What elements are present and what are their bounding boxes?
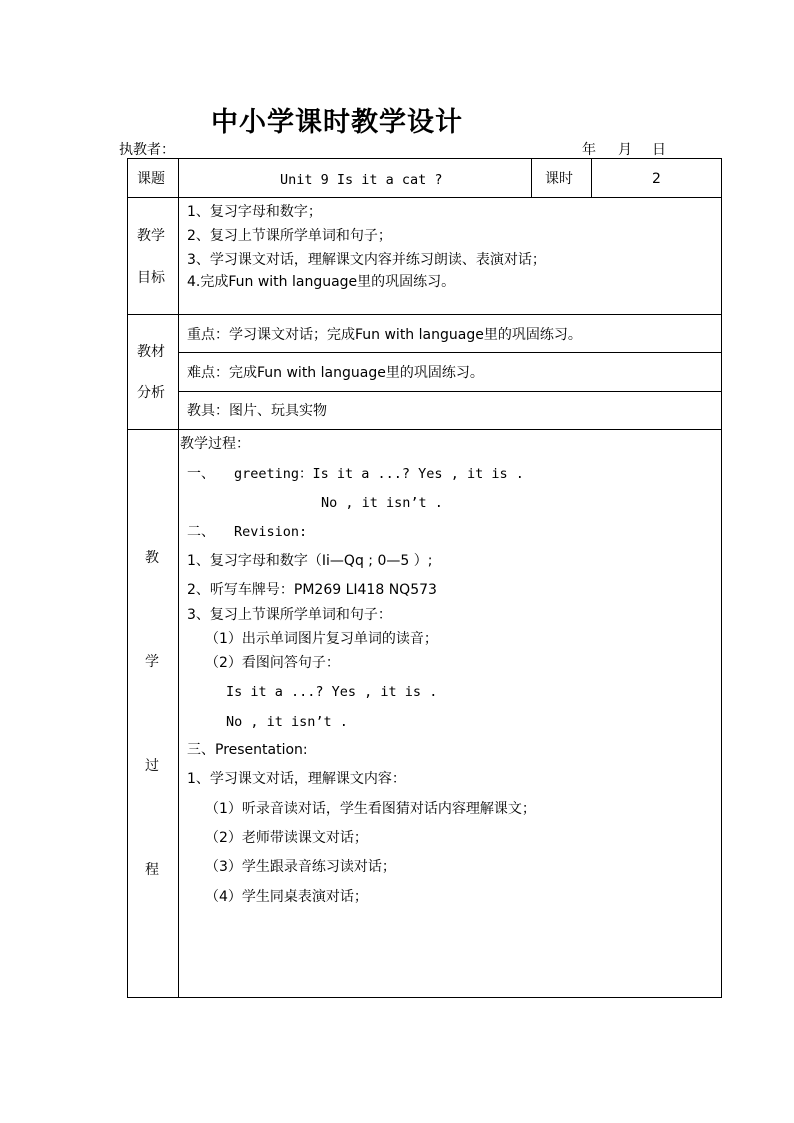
process-label-char: 过 — [145, 758, 159, 774]
step1-text: greeting：Is it a ...? Yes , it is . — [234, 466, 524, 482]
step2-text: Revision: — [234, 524, 308, 540]
key-points-text: 重点：学习课文对话；完成Fun with language里的巩固练习。 — [187, 327, 582, 343]
analysis-label-line2: 分析 — [137, 385, 165, 401]
step2-item: （2）看图问答句子： — [205, 655, 340, 671]
step3-item: （2）老师带读课文对话； — [205, 830, 368, 846]
date-month-label: 月 — [618, 142, 632, 158]
date-year-label: 年 — [582, 142, 596, 158]
document-title: 中小学课时教学设计 — [211, 107, 463, 138]
topic-label: 课题 — [137, 171, 165, 187]
row-divider-key-points — [179, 352, 722, 353]
period-value: 2 — [652, 171, 661, 187]
row-divider-analysis — [127, 429, 722, 430]
topic-value: Unit 9 Is it a cat ? — [280, 172, 443, 188]
label-column-divider — [178, 158, 179, 998]
objective-item: 2、复习上节课所学单词和句子； — [187, 228, 392, 244]
objectives-label-line1: 教学 — [137, 228, 165, 244]
step2-item: 2、听写车牌号：PM269 LI418 NQ573 — [187, 582, 437, 598]
objectives-label-line2: 目标 — [137, 270, 165, 286]
objective-item: 1、复习字母和数字； — [187, 204, 322, 220]
period-column-divider — [591, 158, 592, 198]
materials-text: 教具：图片、玩具实物 — [187, 403, 327, 419]
step3-heading: 三、Presentation: — [187, 742, 308, 758]
step1-number: 一、 — [187, 466, 215, 482]
process-heading: 教学过程： — [180, 436, 250, 452]
row-divider-topic — [127, 197, 722, 198]
step2-item: 3、复习上节课所学单词和句子： — [187, 607, 392, 623]
row-divider-difficulties — [179, 391, 722, 392]
objective-item: 3、学习课文对话，理解课文内容并练习朗读、表演对话； — [187, 252, 546, 268]
row-divider-objectives — [127, 314, 722, 315]
date-day-label: 日 — [652, 142, 666, 158]
process-label-char: 学 — [145, 654, 159, 670]
step3-item: （3）学生跟录音练习读对话； — [205, 859, 396, 875]
analysis-label-line1: 教材 — [137, 344, 165, 360]
period-label: 课时 — [545, 171, 573, 187]
step3-item: （4）学生同桌表演对话； — [205, 889, 368, 905]
step2-number: 二、 — [187, 524, 215, 540]
teacher-label: 执教者： — [119, 142, 175, 158]
step3-item: （1）听录音读对话，学生看图猜对话内容理解课文； — [205, 801, 536, 817]
topic-column-divider — [531, 158, 532, 198]
step2-item: No , it isn’t . — [226, 714, 348, 730]
process-label-char: 教 — [145, 550, 159, 566]
process-label-char: 程 — [145, 862, 159, 878]
step2-item: （1）出示单词图片复习单词的读音； — [205, 631, 438, 647]
step2-item: Is it a ...? Yes , it is . — [226, 684, 438, 700]
step3-item: 1、学习课文对话，理解课文内容： — [187, 771, 406, 787]
objective-item: 4.完成Fun with language里的巩固练习。 — [187, 274, 456, 290]
step2-item: 1、复习字母和数字（Ii—Qq ; 0—5 ）; — [187, 553, 433, 569]
step1-line2: No , it isn’t . — [321, 495, 443, 511]
difficulties-text: 难点：完成Fun with language里的巩固练习。 — [187, 365, 484, 381]
